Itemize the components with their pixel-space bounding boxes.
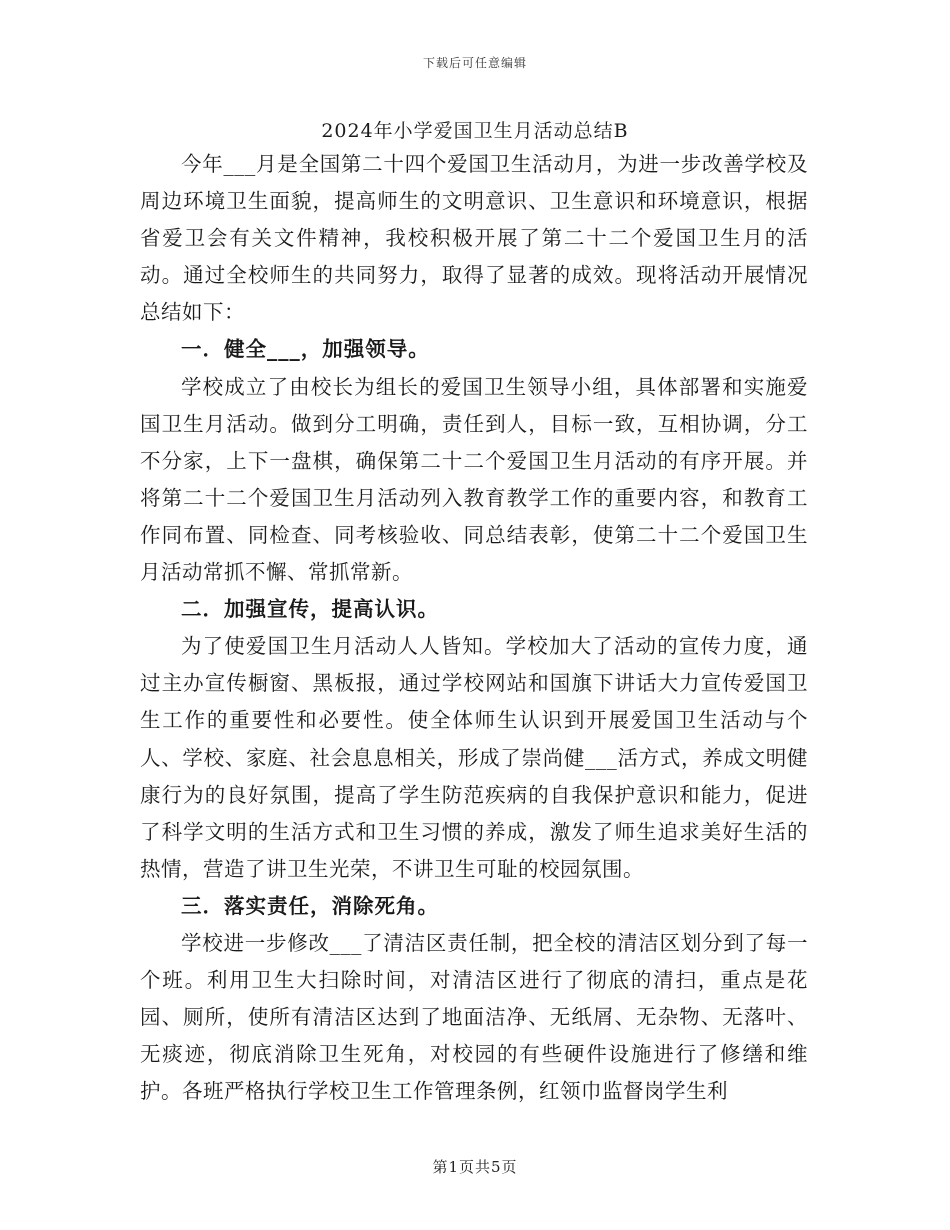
document-body — [140, 146, 808, 1110]
intro-paragraph: 今年___月是全国第二十四个爱国卫生活动月，为进一步改善学校及周边环境卫生面貌，提高师生的文明意识、卫生意识和环境意识，根据省爱卫会有关文件精神，我校积极开展了第二十二个爱国卫生月的活动。通过全校师生的共同努力，取得了显著的成效。现将活动开展情况总结如下： — [140, 152, 808, 325]
section-heading-2: 二．加强宣传，提高认识。 — [181, 597, 439, 622]
page-number-footer: 第1页共5页 — [432, 1158, 518, 1176]
section-heading-3: 三．落实责任，消除死角。 — [181, 893, 439, 918]
section-heading-1: 一．健全___，加强领导。 — [181, 337, 430, 362]
section-paragraph-3: 学校进一步修改___了清洁区责任制，把全校的清洁区划分到了每一个班。利用卫生大扫除时间，对清洁区进行了彻底的清扫，重点是花园、厕所，使所有清洁区达到了地面洁净、无纸屑、无杂物、无落叶、无痰迹，彻底消除卫生死角，对校园的有些硬件设施进行了修缮和维护。各班严格执行学校卫生工作管理条例，红领巾监督岗学生利 — [140, 930, 808, 1104]
document-title: 2024年小学爱国卫生月活动总结B — [321, 120, 629, 142]
section-paragraph-2: 为了使爱国卫生月活动人人皆知。学校加大了活动的宣传力度，通过主办宣传橱窗、黑板报，通过学校网站和国旗下讲话大力宣传爱国卫生工作的重要性和必要性。使全体师生认识到开展爱国卫生活动与个人、学校、家庭、社会息息相关，形成了崇尚健___活方式，养成文明健康行为的良好氛围，提高了学生防范疾病的自我保护意识和能力，促进了科学文明的生活方式和卫生习惯的养成，激发了师生追求美好生活的热情，营造了讲卫生光荣，不讲卫生可耻的校园氛围。 — [140, 634, 808, 881]
section-paragraph-1: 学校成立了由校长为组长的爱国卫生领导小组，具体部署和实施爱国卫生月活动。做到分工明确，责任到人，目标一致，互相协调，分工不分家，上下一盘棋，确保第二十二个爱国卫生月活动的有序开展。并将第二十二个爱国卫生月活动列入教育教学工作的重要内容，和教育工作同布置、同检查、同考核验收、同总结表彰，使第二十二个爱国卫生月活动常抓不懈、常抓常新。 — [140, 374, 808, 585]
header-note: 下载后可任意编辑 — [422, 56, 527, 70]
